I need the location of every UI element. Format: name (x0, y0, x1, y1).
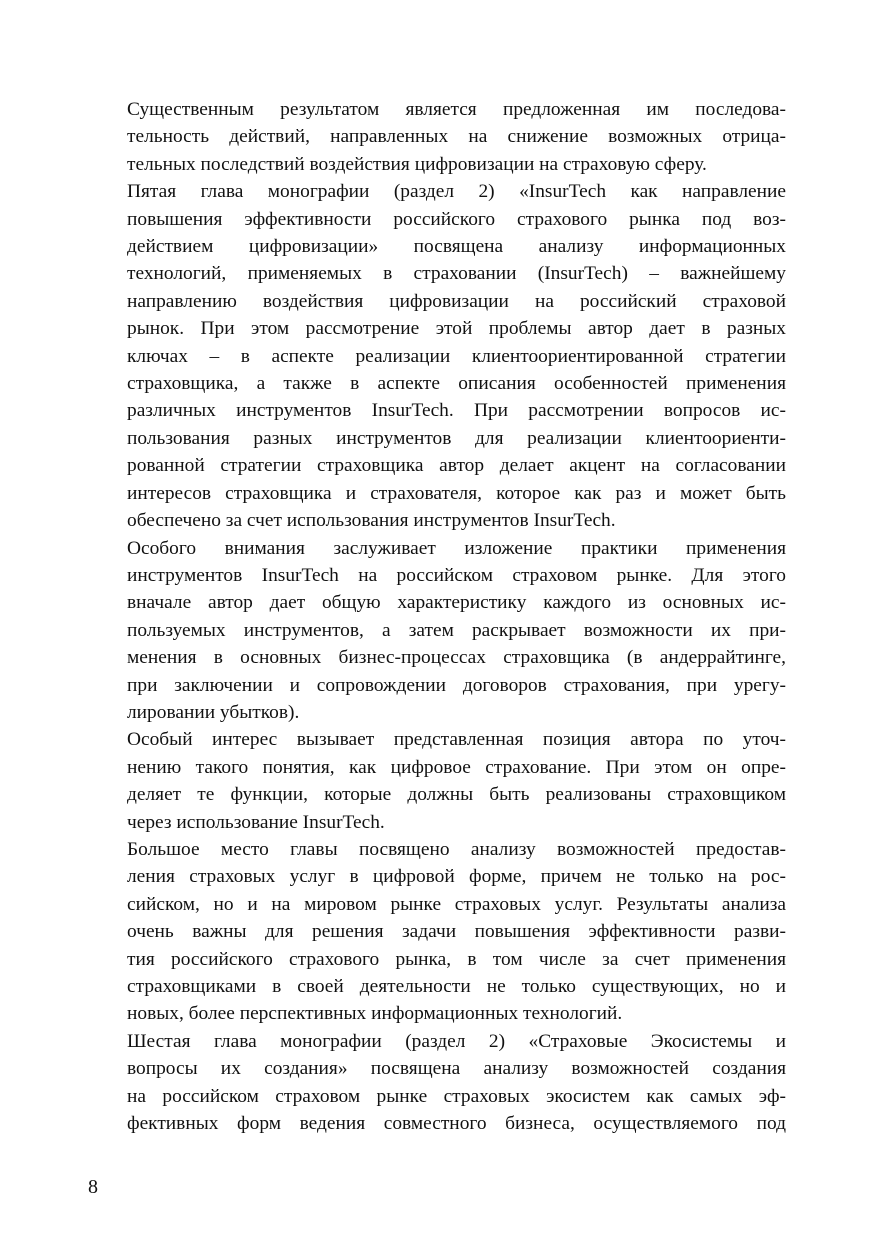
text-line: тельность действий, направленных на снижение возможных отрица- (127, 126, 786, 148)
text-line: тельных последствий воздействия цифровизации на страховую сферу. (127, 153, 707, 175)
text-line: рынок. При этом рассмотрение этой проблемы автор дает в разных (127, 318, 786, 340)
text-line: пользования разных инструментов для реализации клиентоориенти- (127, 427, 786, 449)
text-line: пользуемых инструментов, а затем раскрывает возможности их при- (127, 619, 786, 641)
paragraph-1 (96, 96, 786, 178)
text-line: технологий, применяемых в страховании (InsurTech) – важнейшему (127, 263, 786, 285)
text-line: сийском, но и на мировом рынке страховых услуг. Результаты анализа (127, 893, 786, 915)
text-line: Особый интерес вызывает представленная позиция автора по уточ- (127, 729, 786, 751)
text-line: деляет те функции, которые должны быть реализованы страховщиком (127, 784, 786, 806)
text-line: вначале автор дает общую характеристику каждого из основных ис- (127, 592, 786, 614)
text-line: Существенным результатом является предложенная им последова- (127, 99, 786, 120)
text-line: Шестая глава монографии (раздел 2) «Страховые Экосистемы и (127, 1030, 786, 1052)
text-line: очень важны для решения задачи повышения эффективности разви- (127, 921, 786, 943)
text-line: менения в основных бизнес-процессах страховщика (в андеррайтинге, (127, 647, 786, 669)
text-line: тия российского страхового рынка, в том числе за счет применения (127, 948, 786, 970)
paragraph-6 (96, 1028, 786, 1138)
paragraph-4 (96, 726, 786, 836)
text-line: лировании убытков). (127, 701, 300, 723)
text-line: вопросы их создания» посвящена анализу возможностей создания (127, 1058, 786, 1080)
text-line: Большое место главы посвящено анализу возможностей предостав- (127, 838, 786, 860)
text-line: страховщика, а также в аспекте описания особенностей применения (127, 373, 786, 395)
text-line: через использование InsurTech. (127, 811, 385, 833)
text-line: рованной стратегии страховщика автор делает акцент на согласовании (127, 455, 786, 477)
paragraph-5 (96, 836, 786, 1028)
text-line: новых, более перспективных информационных технологий. (127, 1003, 623, 1025)
text-line: Особого внимания заслуживает изложение практики применения (127, 537, 786, 559)
paragraph-2 (96, 178, 786, 534)
text-line: действием цифровизации» посвящена анализу информационных (127, 236, 786, 258)
text-line: фективных форм ведения совместного бизнеса, осуществляемого под (127, 1113, 786, 1135)
text-line: ключах – в аспекте реализации клиентоориентированной стратегии (127, 345, 786, 367)
text-line: направлению воздействия цифровизации на российский страховой (127, 290, 786, 312)
paragraph-3 (96, 535, 786, 727)
text-line: обеспечено за счет использования инструментов InsurTech. (127, 510, 616, 532)
text-line: на российском страховом рынке страховых экосистем как самых эф- (127, 1085, 786, 1107)
text-line: ления страховых услуг в цифровой форме, причем не только на рос- (127, 866, 786, 888)
text-line: нению такого понятия, как цифровое страхование. При этом он опре- (127, 756, 786, 778)
text-line: различных инструментов InsurTech. При рассмотрении вопросов ис- (127, 400, 786, 422)
text-line: повышения эффективности российского страхового рынка под воз- (127, 208, 786, 230)
page-body (96, 96, 786, 1137)
page-number: 8 (88, 1176, 98, 1198)
text-line: инструментов InsurTech на российском страховом рынке. Для этого (127, 564, 786, 586)
text-line: при заключении и сопровождении договоров страхования, при урегу- (127, 674, 786, 696)
text-line: страховщиками в своей деятельности не только существующих, но и (127, 976, 786, 997)
text-line: Пятая глава монографии (раздел 2) «InsurTech как направление (127, 181, 786, 203)
text-line: интересов страховщика и страхователя, которое как раз и может быть (127, 482, 786, 504)
